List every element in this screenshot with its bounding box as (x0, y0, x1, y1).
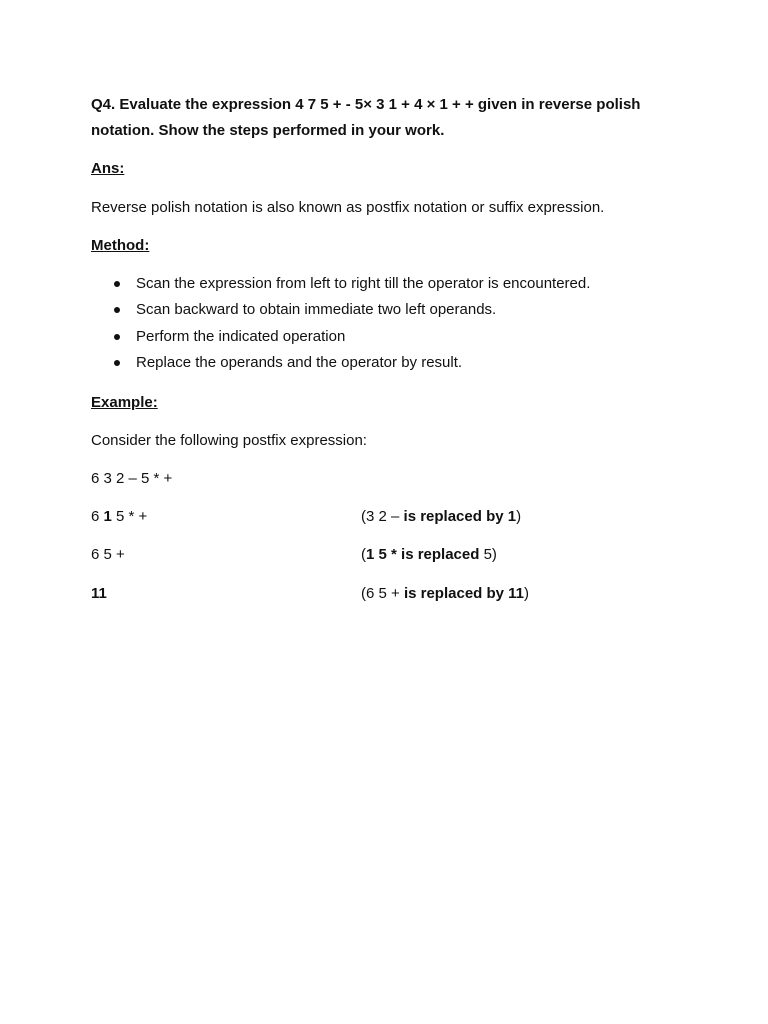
intro-paragraph: Reverse polish notation is also known as postfix notation or suffix expression. (91, 199, 605, 216)
method-step-text: Replace the operands and the operator by result. (136, 353, 463, 371)
step-explanation (361, 507, 521, 527)
method-step-text: Scan the expression from left to right till the operator is encountered. (136, 275, 591, 292)
step-expression-suffix: 5 * + (111, 508, 148, 525)
bullet-icon (114, 307, 120, 313)
method-step-text: Scan backward to obtain immediate two left operands. (136, 301, 497, 319)
evaluation-step (91, 507, 731, 527)
example-heading: Example: (91, 394, 158, 411)
step-explanation (361, 584, 529, 604)
step-explanation (361, 545, 497, 565)
step-explanation-suffix: ) (516, 508, 522, 525)
evaluation-step (91, 584, 731, 604)
step-explanation-prefix: ( (361, 546, 366, 563)
step-explanation-bold: is replaced by 11 (403, 585, 525, 602)
step-expression (91, 507, 147, 527)
step-explanation-suffix: 5) (483, 546, 497, 563)
step-expression-result: 1 (103, 508, 112, 525)
method-heading: Method: (91, 237, 150, 254)
bullet-icon (114, 360, 120, 366)
step-expression-prefix: 6 5 + (91, 546, 125, 563)
method-step-text: Perform the indicated operation (136, 327, 346, 345)
question-line-2: notation. Show the steps performed in your work. (91, 122, 445, 139)
evaluation-step (91, 545, 731, 565)
step-expression (91, 545, 125, 565)
step-explanation-prefix: (6 5 + (361, 585, 404, 602)
answer-heading: Ans: (91, 160, 125, 177)
step-explanation-prefix: (3 2 – (361, 508, 404, 525)
example-intro: Consider the following postfix expression: (91, 432, 367, 449)
question-line-1: Q4. Evaluate the expression 4 7 5 + - 5× 3 1 + 4 × 1 + + given in reverse polish (91, 96, 641, 113)
bullet-icon (114, 281, 120, 287)
step-explanation-suffix: ) (524, 585, 530, 602)
postfix-expression: 6 3 2 – 5 * + (91, 470, 173, 487)
step-explanation-bold: is replaced by 1 (403, 508, 517, 525)
step-explanation-bold: 1 5 * is replaced (366, 546, 484, 563)
step-expression-result: 11 (91, 585, 107, 602)
step-expression (91, 584, 107, 604)
step-expression-prefix: 6 (91, 508, 104, 525)
bullet-icon (114, 334, 120, 340)
